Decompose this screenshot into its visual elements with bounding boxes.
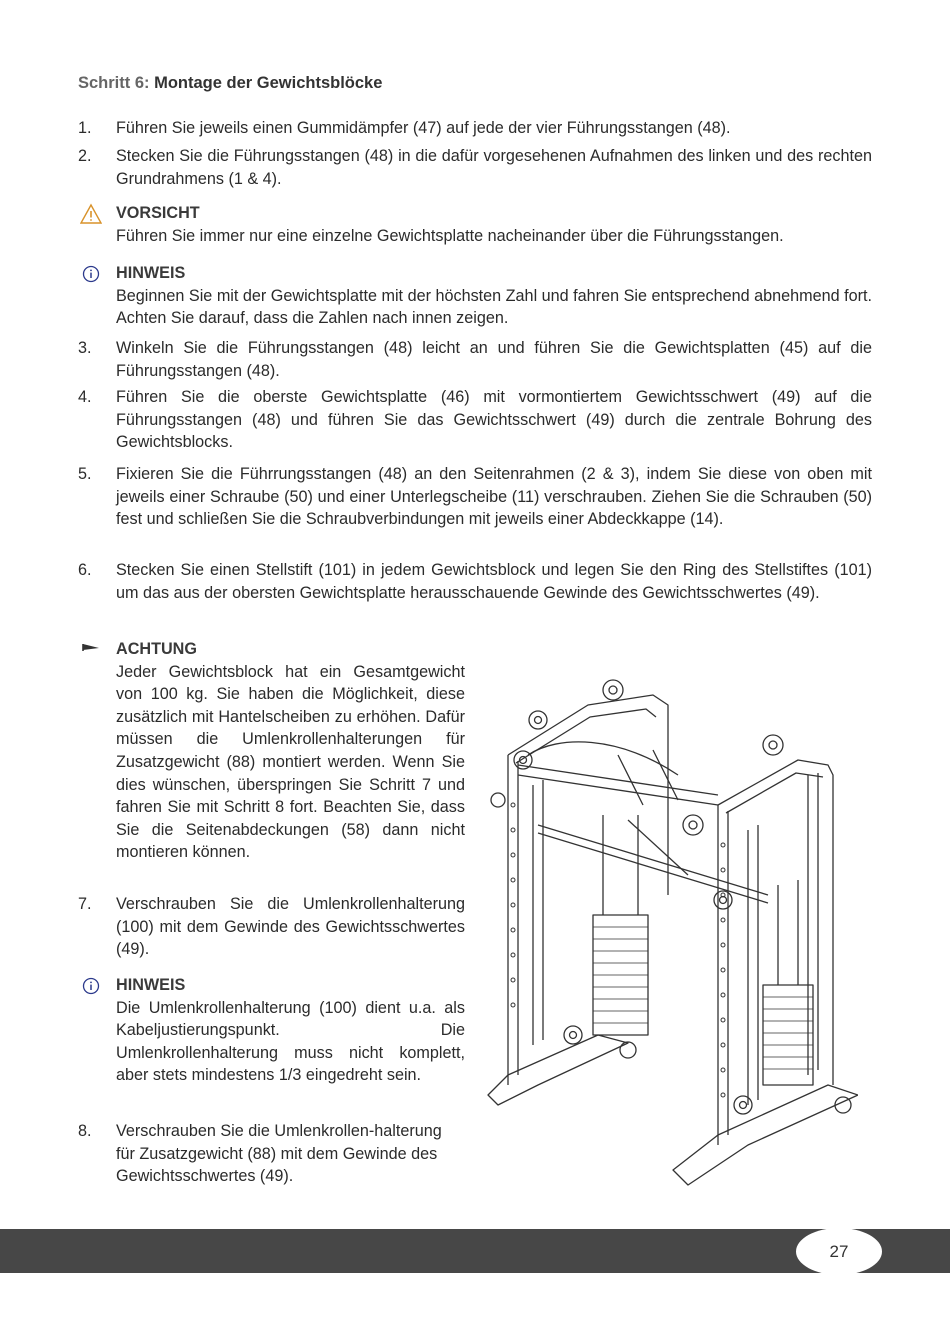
step-label: Schritt 6: [78,74,150,92]
item-text: Stecken Sie einen Stellstift (101) in jedem Gewichtsblock und legen Sie den Ring des Stellstiftes (101) um das aus der obersten Gewichtsplatte herausschauende Gewinde des Gewichtsschwertes (49). [116,561,872,602]
caution-note [78,202,872,247]
section-heading [78,72,382,95]
item-text: Fixieren Sie die Führrungsstangen (48) an den Seitenrahmen (2 & 3), indem Sie diese von oben mit jeweils einer Schraube (50) und einer Unterlegscheibe (11) verschrauben. Ziehen Sie die Schrauben (50) fest und schließen Sie die Schraubverbindungen mit jeweils einer Abdeckkappe (14). [116,465,872,529]
item-text: Verschrauben Sie die Umlenkrollen-halterung für Zusatzgewicht (88) mit dem Gewinde des Gewichtsschwertes (49). [116,1122,442,1186]
info-icon [80,975,102,997]
attention-note [78,638,465,864]
list-item [78,559,872,604]
flag-arrow-icon [80,639,102,661]
item-number: 4. [78,388,92,406]
item-number: 6. [78,561,92,579]
list-item [78,337,872,382]
item-text: Führen Sie die oberste Gewichtsplatte (46) mit vormontiertem Gewichtsschwert (49) auf die Führungsstangen (48) und führen Sie das Gewichtsschwert (49) durch die zentrale Bohrung des Gewichtsblocks. [116,388,872,452]
list-item [78,463,872,531]
info-icon [80,263,102,285]
item-number: 8. [78,1122,92,1140]
hint-text: Die Umlenkrollenhalterung (100) dient u.a. als Kabeljustierungspunkt. Die Umlenkrollenhalterung muss nicht komplett, aber stets mindestens 1/3 eingedreht sein. [116,998,465,1085]
item-number: 7. [78,895,92,913]
hint-note [78,974,465,1087]
hint-title: HINWEIS [116,976,186,994]
list-item [78,386,872,454]
item-text: Führen Sie jeweils einen Gummidämpfer (47) auf jede der vier Führungsstangen (48). [116,119,731,137]
item-text: Stecken Sie die Führungsstangen (48) in die dafür vorgesehenen Aufnahmen des linken und des rechten Grundrahmens (1 & 4). [116,147,872,188]
page-number: 27 [796,1228,882,1275]
functional-trainer-illustration [478,665,858,1195]
warning-icon [80,203,102,225]
list-item [78,145,872,190]
item-number: 5. [78,465,92,483]
item-text: Winkeln Sie die Führungsstangen (48) leicht an und führen Sie die Gewichtsplatten (45) auf die Führungsstangen (48). [116,339,872,380]
step-title: Montage der Gewichtsblöcke [154,74,383,92]
attention-text: Jeder Gewichtsblock hat ein Gesamtgewicht von 100 kg. Sie haben die Möglichkeit, diese zusätzlich mit Hantelscheiben zu erhöhen. Dafür müssen die Umlenkrollenhalterungen für Zusatzgewicht (88) montiert werden. Wenn Sie dies wünschen, überspringen Sie Schritt 7 und fahren Sie mit Schritt 8 fort. Beachten Sie, dass Sie die Seitenabdeckungen (58) dann nicht montieren können. [116,662,465,862]
hint-text: Beginnen Sie mit der Gewichtsplatte mit der höchsten Zahl und fahren Sie entsprechend abnehmend fort. Achten Sie darauf, dass die Zahlen nach innen zeigen. [116,286,872,328]
item-number: 3. [78,339,92,357]
item-number: 1. [78,119,92,137]
list-item [78,1120,465,1188]
caution-text: Führen Sie immer nur eine einzelne Gewichtsplatte nacheinander über die Führungsstangen. [116,226,784,245]
list-item [78,893,465,961]
attention-title: ACHTUNG [116,640,197,658]
item-text: Verschrauben Sie die Umlenkrollenhalterung (100) mit dem Gewinde des Gewichtsschwertes (49). [116,895,465,959]
hint-title: HINWEIS [116,264,186,282]
caution-title: VORSICHT [116,204,200,222]
item-number: 2. [78,147,92,165]
hint-note [78,262,872,330]
list-item [78,117,872,140]
